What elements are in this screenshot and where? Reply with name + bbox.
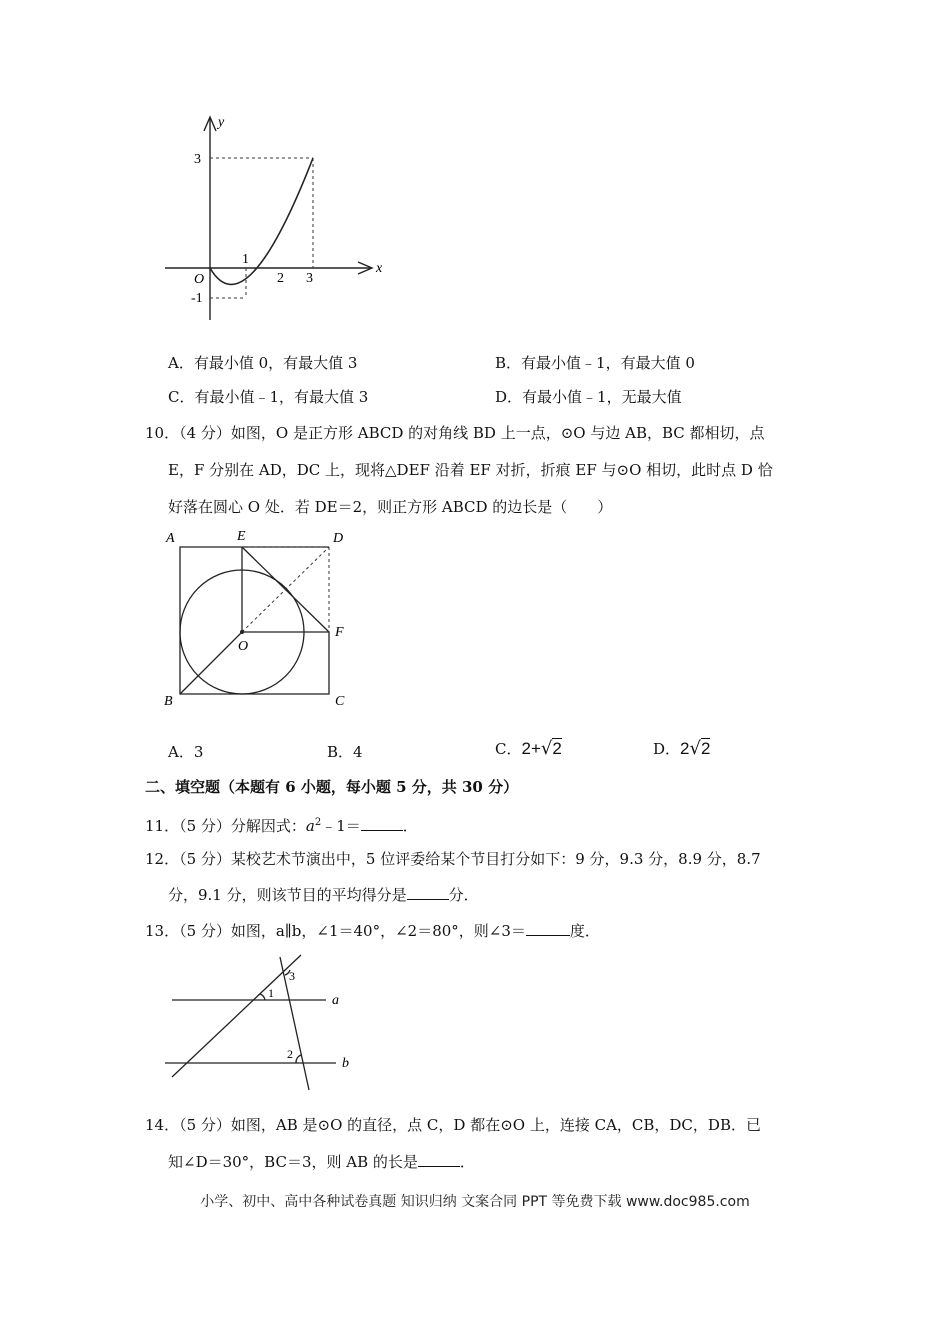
section-2-heading: 二、填空题（本题有 6 小题，每小题 5 分，共 30 分） [145,778,519,796]
q11-suffix: ﹣1＝ [321,817,361,835]
q14-line2 [168,1151,475,1173]
tick-label-x1: 1 [242,252,249,267]
y-axis-arrow [204,117,216,131]
axis-label-y: y [218,115,225,130]
q10-option-c-prefix: C． [495,740,522,758]
center-point [240,630,244,634]
q9-option-d: D．有最小值﹣1，无最大值 [495,388,682,406]
q13-prefix: 13．（5 分）如图， [145,922,276,940]
origin-label: O [194,272,205,287]
angle-3-arc [285,970,290,975]
q13 [145,920,600,942]
q13-suffix: 度． [569,922,600,940]
label-line-b: b [342,1056,349,1071]
label-angle-1: 1 [268,986,274,1000]
x-axis-arrow [358,262,372,274]
q10-option-d [653,738,710,760]
q10-option-d-expr: 2 [680,739,690,758]
segment-ef [242,547,329,632]
angle-1-arc [260,994,265,1000]
label-b: B [164,694,173,709]
q11-variable: a [305,817,315,835]
footer: 小学、初中、高中各种试卷真题 知识归纳 文案合同 PPT 等免费下载 www.doc985.com [200,1194,750,1210]
q13-answer-blank[interactable] [526,921,570,936]
label-d: D [333,531,344,546]
segment-bo [180,632,242,694]
label-line-a: a [332,993,339,1008]
q9-option-c: C．有最小值﹣1，有最大值 3 [168,388,369,406]
q14-line2-suffix: ． [459,1153,475,1171]
label-o: O [238,639,249,654]
q10-option-d-radicand: 2 [700,739,711,758]
sqrt-symbol: √ [689,738,701,759]
q11-prefix: 11．（5 分）分解因式： [145,817,306,835]
tick-label-ym1: -1 [191,291,203,306]
q12-line2 [168,884,479,906]
q12-line2-prefix: 分，9.1 分，则该节目的平均得分是 [168,886,407,904]
tick-label-x3: 3 [306,271,313,286]
q10-option-b: B．4 [327,743,363,761]
transversal-2 [280,957,309,1090]
q13-condition: a∥b，∠1＝40°，∠2＝80°，则∠3＝ [275,922,526,940]
q11-answer-blank[interactable] [361,816,403,831]
label-f: F [335,625,344,640]
angle-2-arc [296,1055,301,1063]
label-angle-2: 2 [287,1047,293,1061]
parabola-curve [210,158,313,284]
q10-line3: 好落在圆心 O 处．若 DE＝2，则正方形 ABCD 的边长是（ ） [168,498,613,516]
dash-od [242,547,329,632]
axis-label-x: x [376,261,383,276]
q11-exponent: 2 [314,817,322,828]
sqrt-symbol: √ [540,738,553,759]
q10-option-a: A．3 [168,743,204,761]
transversal-1 [172,955,301,1077]
label-e: E [237,529,246,544]
square-left-top-bottom [180,547,329,694]
inscribed-circle [180,570,304,694]
q9-option-a: A．有最小值 0，有最大值 3 [168,354,358,372]
q11-end: ． [402,817,418,835]
q14-line1: 14．（5 分）如图，AB 是⊙O 的直径，点 C，D 都在⊙O 上，连接 CA，CB，DC，DB．已 [145,1116,761,1134]
q10-option-d-prefix: D． [653,740,681,758]
q12-line1: 12．（5 分）某校艺术节演出中，5 位评委给某个节目打分如下：9 分，9.3 分，8.9 分，8.7 [145,850,761,868]
q10-option-c [495,738,562,760]
q14-line2-prefix: 知∠D＝30°，BC＝3，则 AB 的长是 [168,1153,418,1171]
q10-option-c-expr: 2+ [521,739,541,758]
q9-option-b: B．有最小值﹣1，有最大值 0 [495,354,695,372]
q12-line2-suffix: 分． [448,886,479,904]
label-a: A [166,531,175,546]
q10-line2: E，F 分别在 AD，DC 上，现将△DEF 沿着 EF 对折，折痕 EF 与⊙O 相切，此时点 D 恰 [168,461,773,479]
tick-label-y3: 3 [194,152,201,167]
q11 [145,812,418,837]
tick-label-x2: 2 [277,271,284,286]
q12-answer-blank[interactable] [407,885,449,900]
label-c: C [335,694,345,709]
q14-answer-blank[interactable] [418,1152,460,1167]
q10-line1: 10．（4 分）如图，O 是正方形 ABCD 的对角线 BD 上一点，⊙O 与边 AB，BC 都相切，点 [145,424,765,442]
q10-option-c-radicand: 2 [552,739,562,758]
label-angle-3: 3 [289,969,295,983]
